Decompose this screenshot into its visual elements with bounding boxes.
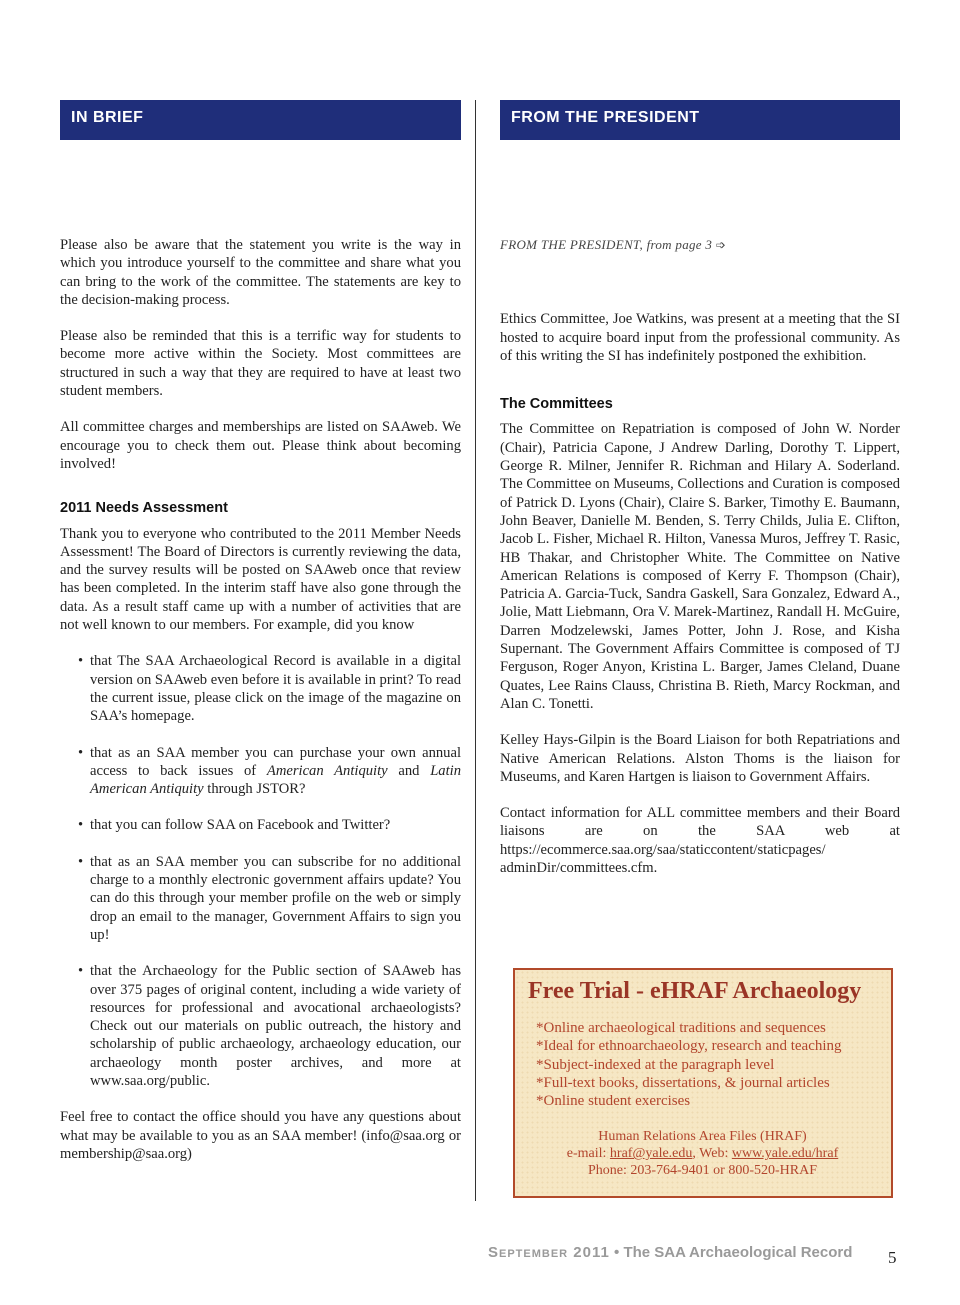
bullet-text: that The SAA Archaeological Record is available in a digital version on SAAweb even before it is available in print? To read the current issue, please click on the image of the magazine on SAA’s homepage. (90, 653, 461, 725)
bullet-text-post: through JSTOR? (203, 781, 306, 798)
bullet-text: that you can follow SAA on Facebook and Twitter? (90, 817, 391, 834)
bullet-marker: • (78, 853, 84, 870)
paragraph-students: Please also be reminded that this is a terrific way for students to become more active within the Society. Most committees are structured in such a way that they are required to have at least two student members. (60, 328, 461, 400)
section-title-from-the-president: FROM THE PRESIDENT (511, 109, 700, 126)
list-item (60, 816, 461, 834)
phone-number: Phone: 203-764-9401 or 800-520-HRAF (587, 1163, 818, 1179)
bullet-text: that as an SAA member you can subscribe for no additional charge to a monthly electronic government affairs update? You can do this through your member profile on the web or simply drop an email to the manager, Government Affairs to sign you up! (90, 853, 461, 943)
footer-separator: • (609, 1244, 624, 1261)
footer-issue-date: September 2011 (488, 1244, 610, 1261)
email-link[interactable]: hraf@yale.edu (609, 1146, 693, 1162)
journal-title-latin-american-antiquity: Latin American Antiquity (90, 762, 462, 798)
right-column (500, 236, 900, 895)
advertisement-title: Free Trial - eHRAF Archaeology (528, 978, 862, 1004)
left-column (60, 236, 461, 1181)
list-item (60, 744, 461, 799)
column-divider (475, 100, 476, 1201)
list-item: *Subject-indexed at the paragraph level (536, 1056, 775, 1073)
bullet-marker: • (78, 653, 84, 670)
bullet-text-pre: that as an SAA member you can purchase your own annual access to back issues of (90, 744, 461, 779)
paragraph-committee-members: The Committee on Repatriation is composed of John W. Norder (Chair), Patricia Capone, J Andrew Darling, Dorothy T. Lippert, George R. Milner, Jennifer R. Richman and Hilary A. Soderland. The Committee on Museums, Collections and Curation is composed of Patrick D. Lyons (Chair), Claire S. Barker, Timothy E. Baumann, John Beaver, Danielle M. Benden, S. Terry Childs, Julia E. Clifton, Jacob L. Fisher, Michael R. Hilton, Vanessa Muros, Jeffrey T. Rasic, HB Thakar, and Christopher White. The Committee on Native American Relations is composed of Kerry F. Thompson (Chair), Patricia A. Garcia-Tuck, Sandra Gaskell, Sara Gonzalez, Edward A., Jolie, Matt Liebmann, Ora V. Marek-Martinez, Randall H. McGuire, Darren Modzelewski, James Potter, John J. Rose, and Kisha Supernant. The Government Affairs Committee is composed of TJ Ferguson, Roger Anyon, Kristina L. Barger, James Cleland, Duane Quates, Lee Rains Clauss, Christina B. Rieth, Marcy Rockman, and Alan C. Tonetti. (500, 421, 901, 712)
continued-from-line (500, 236, 900, 254)
list-item (60, 962, 461, 1090)
bullet-marker: • (78, 963, 84, 980)
list-item: *Full-text books, dissertations, & journal articles (536, 1074, 830, 1091)
page-footer (488, 1244, 852, 1261)
paragraph-needs-assessment: Thank you to everyone who contributed to the 2011 Member Needs Assessment! The Board of Directors is currently reviewing the data, and the survey results will be posted on SAAweb once that review has been completed. In the interim staff have also gone through the data. As a result staff came up with a number of activities that are not well known to our members. For example, did you know (60, 525, 461, 634)
footer-publication: The SAA Archaeological Record (623, 1244, 853, 1261)
web-label: , Web: (692, 1146, 732, 1162)
bullet-text: that the Archaeology for the Public section of SAAweb has over 375 pages of original content, including a wide variety of resources for professional and avocational archaeologists? Check out our materials on public outreach, the history and scholarship of public archaeology, archaeology education, our archaeology month poster archives, and more at www.saa.org/public. (90, 963, 461, 1089)
list-item: *Online student exercises (536, 1093, 691, 1110)
ehraf-advertisement (513, 968, 893, 1198)
bullet-marker: • (78, 744, 84, 761)
email-label: e-mail: (566, 1146, 610, 1162)
paragraph-ethics: Ethics Committee, Joe Watkins, was present at a meeting that the SI hosted to acquire board input from the professional community. As of this writing the SI has indefinitely postponed the exhibition. (500, 311, 900, 364)
bullet-marker: • (78, 817, 84, 834)
arrow-icon: ➩ (715, 238, 727, 252)
paragraph-statement: Please also be aware that the statement you write is the way in which you introduce yourself to the committee and share what you can bring to the work of the committee. The statements are key to the decision-making process. (60, 237, 461, 308)
section-banner-in-brief (60, 100, 461, 140)
heading-needs-assessment: 2011 Needs Assessment (60, 500, 228, 517)
list-item (60, 853, 461, 944)
page-number: 5 (888, 1248, 897, 1267)
web-link[interactable]: www.yale.edu/hraf (731, 1146, 839, 1162)
paragraph-contact-info: Contact information for ALL committee members and their Board liaisons are on the SAA web at https://ecommerce.saa.org/saa/staticcontent/staticpages/ adminDir/committees.cfm. (500, 805, 900, 877)
advertisement-contact (528, 1128, 877, 1179)
paragraph-closing: Feel free to contact the office should you have any questions about what may be available to you as an SAA member! (info@saa.org or membership@saa.org) (60, 1109, 461, 1162)
did-you-know-list (60, 652, 461, 1090)
paragraph-committee-charges: All committee charges and memberships are listed on SAAweb. We encourage you to check them out. Please think about becoming involved! (60, 419, 461, 472)
continued-from-text: FROM THE PRESIDENT, from page 3 (500, 237, 713, 252)
contact-links (528, 1145, 877, 1162)
list-item: *Online archaeological traditions and sequences (536, 1020, 826, 1036)
list-item: *Ideal for ethnoarchaeology, research and teaching (536, 1038, 842, 1055)
section-banner-from-the-president (500, 100, 900, 140)
advertisement-feature-list (528, 1019, 877, 1110)
paragraph-board-liaisons: Kelley Hays-Gilpin is the Board Liaison for both Repatriations and Native American Relations. Alston Thoms is the liaison for Museums, and Karen Hartgen is liaison to Government Affairs. (500, 732, 900, 785)
bullet-text-and: and (387, 762, 431, 779)
organization-name: Human Relations Area Files (HRAF) (598, 1129, 807, 1145)
heading-the-committees: The Committees (500, 396, 613, 413)
journal-title-american-antiquity: American Antiquity (266, 762, 388, 779)
section-title-in-brief: IN BRIEF (71, 109, 144, 126)
list-item (60, 652, 461, 725)
